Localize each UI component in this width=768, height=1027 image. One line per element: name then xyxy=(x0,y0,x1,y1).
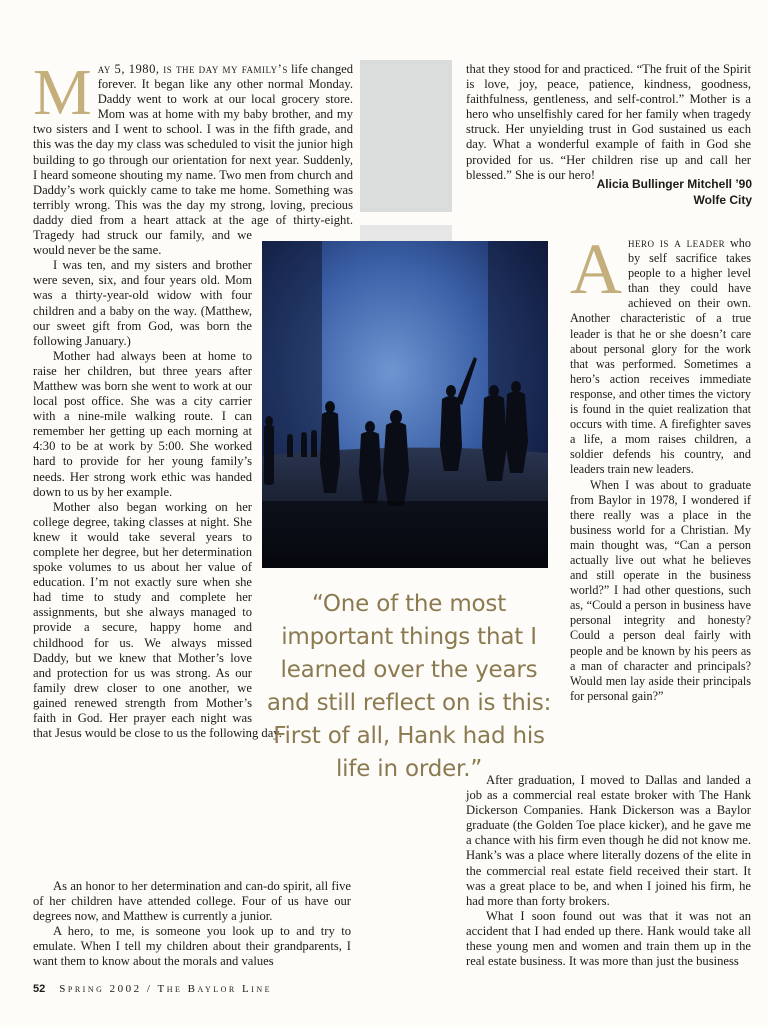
pull-quote: “One of the most important things that I learned over the years and still reflect on is this: First of all, Hank had his life in order.” xyxy=(266,591,552,782)
drop-cap-m: M xyxy=(33,56,92,129)
drop-cap-a: A xyxy=(570,229,622,309)
author-name: Alicia Bullinger Mitchell ’90 xyxy=(596,177,752,191)
left-p1-text: life changed forever. It began like any other normal Monday. Daddy went to work at our local grocery store. Mom was at home with my baby brother, and my two sisters and I went to school. I was in the fifth grade, and this was the day my class was scheduled to visit the junior high building to go through our orientation for next year. Suddenly, I heard someone shouting my name. Two men from church and Daddy’s work quickly came to take me home. Something was terribly wrong. This was the day my strong, loving, precious daddy died from a heart attack at the age of thirty-eight. Tragedy had struck our family, and we would never be the same. xyxy=(33,62,353,258)
left-p4: Mother also began working on her college degree, taking classes at night. She knew it would take several years to complete her degree, but her determination spoke volumes to us about her value of education. I’m not exactly sure when she had time to study and complete her assignments, but she always managed to provide a secure, happy home and childhood for us. We always missed Daddy, but we knew that Mother’s love and protection for us was strong. As our family drew closer to one another, we gained renewed strength from Mother’s faith in God. Her prayer each night was that Jesus would be close to us the following day. xyxy=(33,499,282,741)
author-city: Wolfe City xyxy=(693,193,752,207)
gray-block-top xyxy=(360,60,452,212)
page-number: 52 xyxy=(33,983,46,995)
right-column-top xyxy=(466,62,751,183)
left-p3: Mother had always been at home to raise her children, but three years after Matthew was born she went to work at our local post office. She was a city carrier with a nine-mile walking route. I can remember her getting up each morning at 4:30 to be at work by 5:00. She worked hard to provide for her young family’s needs. Her strong work ethic was handed down to us by her example. xyxy=(33,348,252,499)
right-p2: When I was about to graduate from Baylor in 1978, I wondered if there really was a place in the business world for a Christian. My main thought was, “Can a person actually live out what he believes and still operate in the business world?” I had other questions, such as, “Could a person in business have personal integrity and honesty? Could a person deal fairly with people and be known by his peers as a man of character and principals? Would men lay aside their principals for personal gain?” xyxy=(570,477,751,703)
left-column-bottom xyxy=(33,879,351,970)
right-p1-text: who by self sacrifice takes people to a higher level than they could have achieved on their own. Another characteristic of a true leader is that he or she doesn’t care about personal glory for the work that was performed. Sometimes a hero’s action receives immediate response, and other times the victory is found in the quiet realization that occurs with time. A firefighter saves a life, a mom raises children, a soldier defends his country, and leaders train new leaders. xyxy=(570,236,751,477)
left-p5: As an honor to her determination and can-do spirit, all five of her children have attended college. Four of us have our degrees now, and Matthew is currently a junior. xyxy=(33,879,351,924)
left-p2: I was ten, and my sisters and brother were seven, six, and four years old. Mom was a thirty-year-old widow with four children and a baby on the way. (Matthew, our sweet gift from God, was born the following January.) xyxy=(33,258,252,348)
lead-smallcaps: ay 5, 1980, is the day my family’s xyxy=(97,62,288,76)
right-p4: What I soon found out was that it was not an accident that I had ended up there. Hank would take all these young men and women and train them up in the real estate business. It was more than just the business xyxy=(466,908,751,969)
right-column-bottom-wide xyxy=(466,773,751,969)
left-first-paragraph xyxy=(33,56,353,258)
right-column-bottom xyxy=(570,229,751,704)
publication-name: Spring 2002 / The Baylor Line xyxy=(59,983,273,995)
right-top-paragraph: that they stood for and practiced. “The fruit of the Spirit is love, joy, peace, patience, kindness, goodness, faithfulness, gentleness, and self-control.” Mother is a hero who unselfishly cared for her family when tragedy struck. Her unyielding trust in God sustained us each day. What a wonderful example of faith in God she provided for us. “Her children rise up and call her blessed.” She is our hero! xyxy=(466,62,751,182)
right-p3: After graduation, I moved to Dallas and landed a job as a commercial real estate broker with The Hank Dickerson Companies. Hank Dickerson was a Baylor graduate (the Golden Toe place kicker), and he gave me a chance with his firm even though he did not know me. Hank’s was a place where literally dozens of the elite in the commercial real estate field received their start. It was a great place to be, and when I joined his firm, he had more than forty brokers. xyxy=(466,773,751,908)
page-footer xyxy=(33,983,272,995)
left-p6: A hero, to me, is someone you look up to and try to emulate. When I tell my children about their grandparents, I want them to know about the morals and values xyxy=(33,924,351,969)
right-first-paragraph xyxy=(570,229,751,478)
lead-smallcaps-2: hero is a leader xyxy=(628,236,726,250)
wrap-spacer xyxy=(252,241,353,568)
